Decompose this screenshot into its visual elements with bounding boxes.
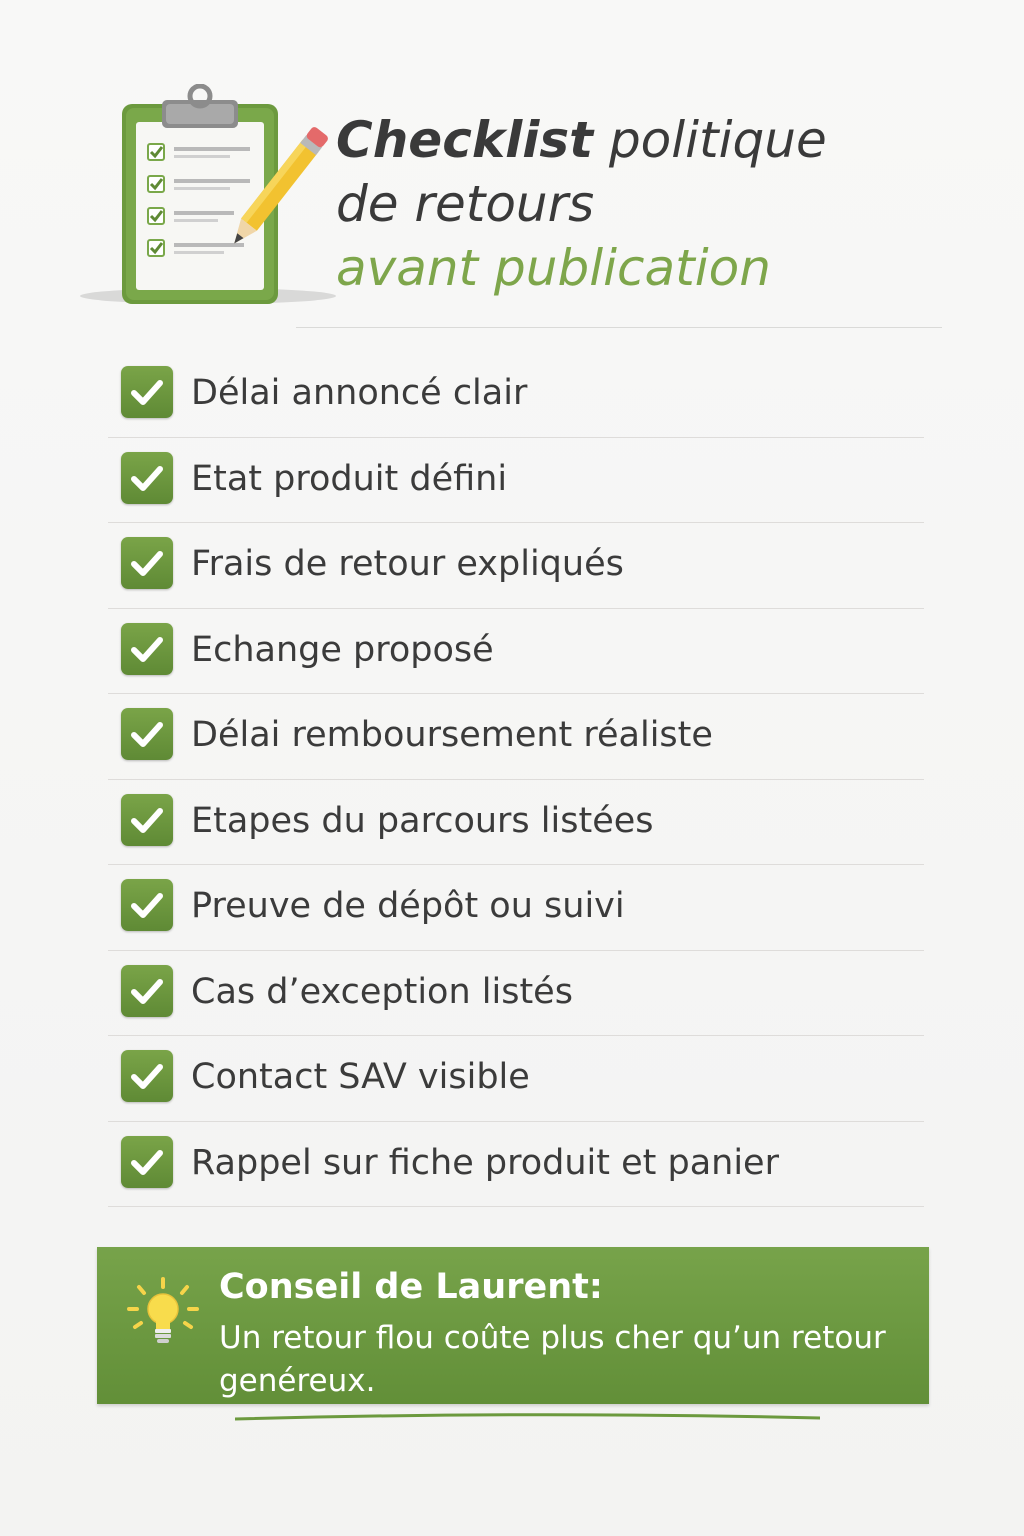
checklist-item-label: Echange proposé: [191, 629, 494, 670]
checklist-item-label: Rappel sur fiche produit et panier: [191, 1142, 779, 1183]
checkmark-icon: [121, 794, 173, 846]
checklist: [108, 352, 924, 1207]
checklist-item-label: Délai annoncé clair: [191, 373, 528, 413]
title-line-2: de retours: [336, 175, 595, 233]
checklist-item: [108, 1122, 924, 1208]
tip-title: Conseil de Laurent:: [219, 1267, 603, 1307]
checklist-item: [108, 780, 924, 866]
checklist-item-label: Etapes du parcours listées: [191, 800, 654, 841]
tip-text: Un retour flou coûte plus cher qu’un retour genéreux.: [219, 1320, 886, 1399]
decorative-underline: [235, 1413, 820, 1421]
clipboard-checklist-icon: [78, 84, 338, 314]
checkmark-icon: [121, 537, 173, 589]
tip-banner: [97, 1247, 929, 1404]
checklist-item: [108, 865, 924, 951]
checklist-item-label: Etat produit défini: [191, 458, 508, 499]
checkmark-icon: [121, 452, 173, 504]
checklist-item: [108, 1036, 924, 1122]
checklist-item: [108, 523, 924, 609]
checkmark-icon: [121, 1136, 173, 1188]
checkmark-icon: [121, 965, 173, 1017]
checkmark-icon: [121, 708, 173, 760]
checklist-item: [108, 438, 924, 524]
title-line-3: avant publication: [336, 239, 771, 297]
checklist-item-label: Délai remboursement réaliste: [191, 715, 713, 755]
checklist-item: [108, 609, 924, 695]
checklist-item-label: Cas d’exception listés: [191, 971, 573, 1012]
checkmark-icon: [121, 1050, 173, 1102]
title-rest: politique: [608, 111, 827, 169]
checklist-item-label: Preuve de dépôt ou suivi: [191, 886, 625, 926]
lightbulb-icon: [127, 1277, 199, 1349]
checklist-item-label: Frais de retour expliqués: [191, 544, 624, 584]
checklist-item: [108, 352, 924, 438]
page-title: [336, 108, 936, 300]
checkmark-icon: [121, 366, 173, 418]
checkmark-icon: [121, 623, 173, 675]
checkmark-icon: [121, 879, 173, 931]
checklist-item: [108, 951, 924, 1037]
checklist-item: [108, 694, 924, 780]
title-bold: Checklist: [336, 111, 594, 169]
header-divider: [296, 327, 942, 328]
checklist-item-label: Contact SAV visible: [191, 1057, 530, 1097]
